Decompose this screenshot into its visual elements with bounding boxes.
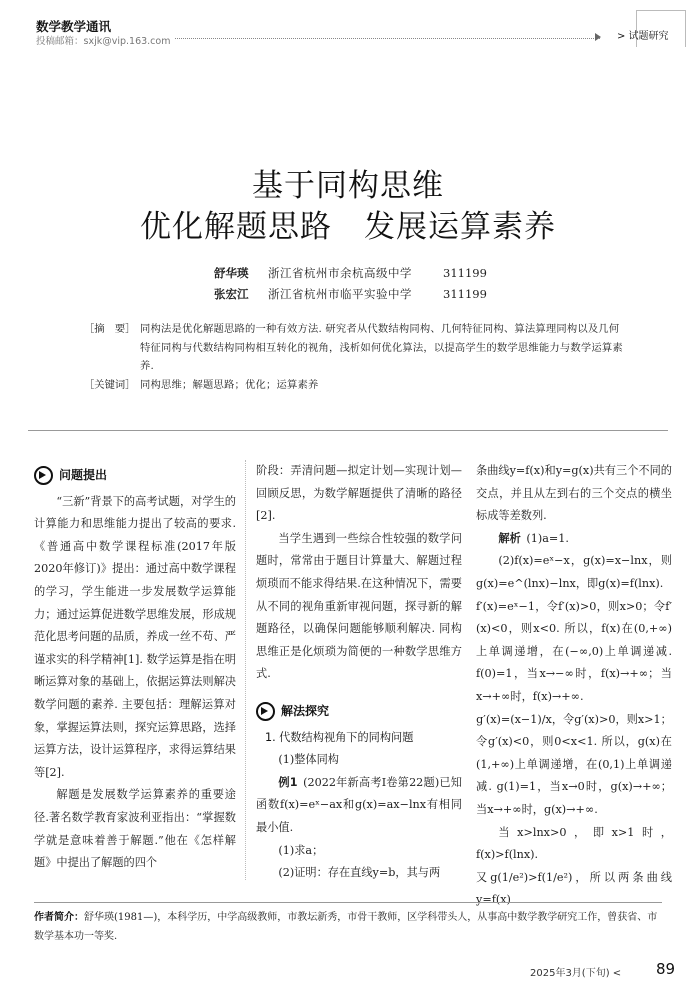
play-circle-icon: [34, 466, 53, 485]
paragraph: “三新”背景下的高考试题，对学生的计算能力和思维能力提出了较高的要求.《普通高中数学课程标准(2017年版2020年修订)》提出：通过高中数学课程的学习，学生能进一步发展数学运算能力；通过运算促进数学思维发展，形成规范化思考问题的品质，养成一丝不苟、严谨求实的科学精神[1]. 数学运算是指在明晰运算对象的基础上，依据运算法则解决数学问题的素养. 主要包括：理解运算对象，掌握运算法则，探究运算思路，选择运算方法，设计运算程序，求得运算结果等[2].: [34, 494, 236, 779]
journal-name: 数学教学通讯: [36, 19, 112, 34]
author-bio-footnote: [34, 908, 664, 946]
submission-email: 投稿邮箱：sxjk@vip.163.com: [36, 36, 171, 47]
header-arrow-icon: [595, 33, 601, 41]
abstract-block: [84, 320, 624, 394]
column-divider: [245, 460, 246, 880]
author-name: 舒华瑛: [214, 266, 249, 280]
section-label: > 试题研究: [617, 31, 669, 42]
play-circle-icon: [256, 702, 275, 721]
header-dotted-rule: [175, 38, 600, 39]
paragraph: 当学生遇到一些综合性较强的数学问题时，常常由于题目计算量大、解题过程烦琐而不能求得结果.在这种情况下，需要从不同的视角重新审视问题，探寻新的解题路径，以确保问题能够顺利解决. 同构思维正是化烦琐为简便的一种数学思维方式.: [256, 531, 462, 681]
title-line-2: 优化解题思路 发展运算素养: [140, 209, 556, 245]
question-1: (1)求a；: [278, 843, 324, 857]
author-row: [214, 286, 487, 302]
paragraph: 阶段：弄清问题—拟定计划—实现计划—回顾反思，为数学解题提供了清晰的路径[2].: [256, 464, 462, 523]
abstract-divider: [28, 430, 668, 431]
author-zip: 311199: [443, 266, 487, 280]
paragraph: f′(x)=eˣ−1，令f′(x)>0，则x>0；令f′(x)<0，则x<0. 所以，f(x)在(0,+∞)上单调递增，在(−∞,0)上单调递减. f(0)=1，当x→−∞时，f(x)→+∞；当x→+∞时，f(x)→+∞.: [476, 599, 672, 703]
paragraph: 令g′(x)<0，则0<x<1. 所以，g(x)在(1,+∞)上单调递增，在(0,1)上单调递减. g(1)=1，当x→0时，g(x)→+∞；当x→+∞时，g(x)→+∞.: [476, 735, 672, 816]
solution-text: (1)a=1.: [526, 531, 569, 545]
author-affiliation: 浙江省杭州市临平实验中学: [268, 287, 412, 301]
abstract-text: 同构法是优化解题思路的一种有效方法. 研究者从代数结构同构、几何特征同构、算法算理同构以及几何特征同构与代数结构同构相互转化的视角，浅析如何优化算法，以提高学生的数学思维能力与数学运算素养.: [140, 323, 623, 372]
paragraph: 又g(1/e²)>f(1/e²)，所以两条曲线y=f(x): [476, 870, 672, 907]
paragraph: 当x>lnx>0，即x>1时，f(x)>f(lnx).: [476, 825, 672, 862]
keywords-label: ［关键词］: [84, 378, 136, 391]
author-name: 张宏江: [214, 287, 249, 301]
formula-line: g′(x)=(x−1)/x，令g′(x)>0，则x>1；: [476, 712, 672, 726]
keywords-text: 同构思维；解题思路；优化；运算素养: [140, 378, 319, 391]
issue-date: 2025年3月(下旬) <: [530, 968, 622, 979]
footnote-divider: [34, 902, 662, 903]
column-2: [256, 460, 462, 885]
paragraph: 解题是发展数学运算素养的重要途径.著名数学教育家波利亚指出：“掌握数学就是意味着善于解题.”他在《怎样解题》中提出了解题的四个: [34, 788, 236, 870]
column-3: [476, 460, 672, 912]
example-text: (2022年新高考Ⅰ卷第22题)已知函数f(x)=eˣ−ax和g(x)=ax−lnx有相同最小值.: [256, 775, 462, 834]
page-number: 89: [656, 960, 676, 978]
subsection-heading: 1. 代数结构视角下的同构问题: [264, 730, 414, 744]
solution-paragraph: [476, 528, 672, 551]
author-row: [214, 265, 487, 281]
example-paragraph: [256, 772, 462, 840]
paragraph: 条曲线y=f(x)和y=g(x)共有三个不同的交点，并且从左到右的三个交点的横坐标成等差数列.: [476, 464, 672, 523]
section-heading-text: 解法探究: [281, 703, 330, 718]
author-affiliation: 浙江省杭州市余杭高级中学: [268, 266, 412, 280]
section-heading-text: 问题提出: [59, 468, 108, 482]
author-zip: 311199: [443, 287, 487, 301]
abstract-label: ［摘 要］: [84, 323, 136, 335]
footnote-text: 舒华瑛(1981—)，本科学历，中学高级教师，市教坛新秀，市骨干教师，区学科带头人，从事高中数学教学研究工作，曾获省、市数学基本功一等奖.: [34, 912, 658, 942]
footnote-label: 作者简介：: [34, 912, 84, 923]
title-line-1: 基于同构思维: [252, 168, 444, 204]
column-1: [34, 460, 236, 875]
question-2: (2)证明：存在直线y=b，其与两: [278, 866, 441, 880]
section-heading: [34, 464, 236, 487]
paragraph: (2)f(x)=eˣ−x，g(x)=x−lnx，则g(x)=e^(lnx)−lnx，即g(x)=f(lnx).: [476, 554, 672, 590]
solution-label: 解析: [498, 531, 521, 545]
section-heading: [256, 700, 462, 723]
subsection-subheading: (1)整体同构: [278, 753, 339, 767]
example-label: 例1: [278, 775, 298, 789]
